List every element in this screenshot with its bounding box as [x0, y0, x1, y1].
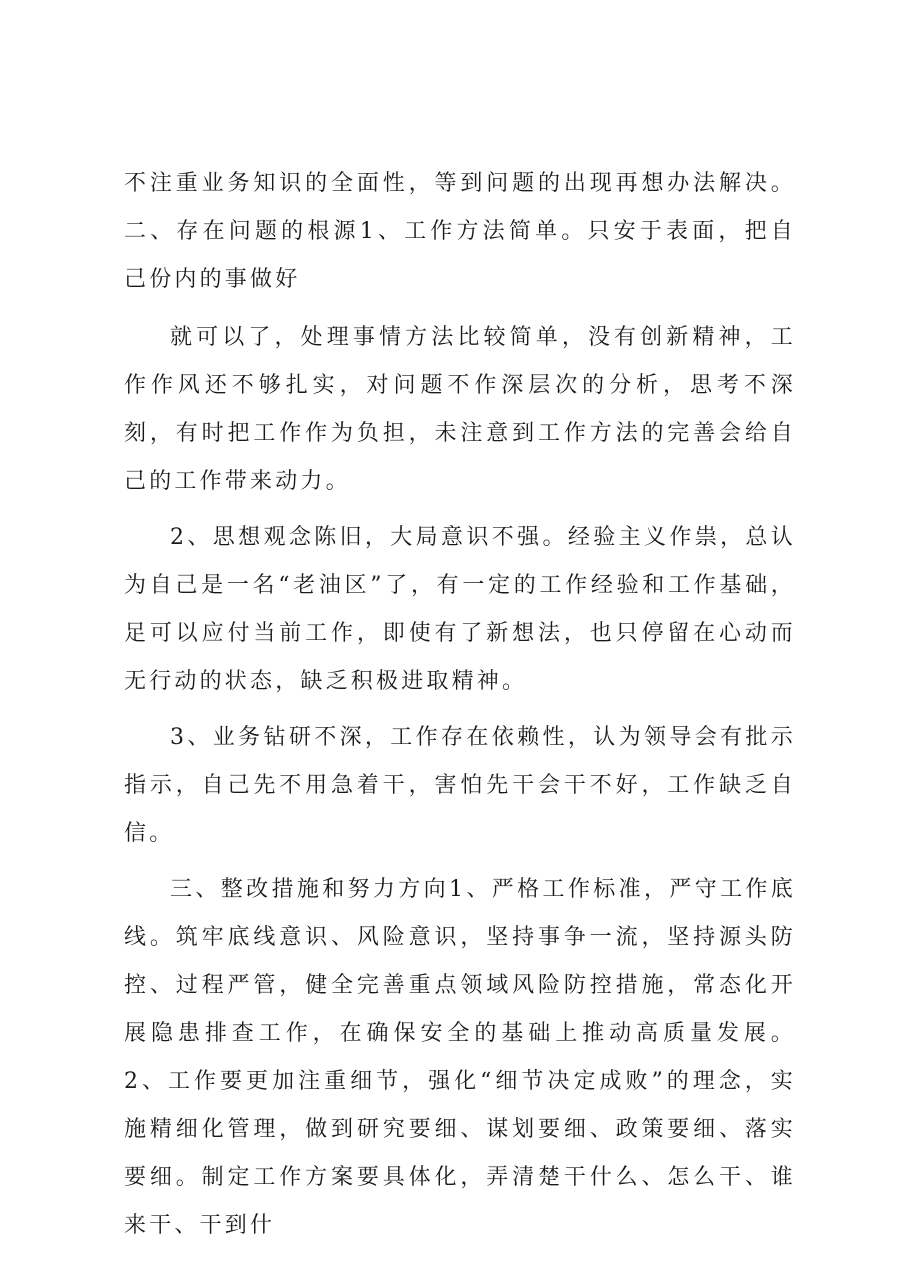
document-body	[124, 160, 796, 1250]
paragraph-2: 就可以了，处理事情方法比较简单，没有创新精神，工作作风还不够扎实，对问题不作深层次的分析，思考不深刻，有时把工作作为负担，未注意到工作方法的完善会给自己的工作带来动力。	[124, 325, 796, 494]
paragraph-5: 三、整改措施和努力方向1、严格工作标准，严守工作底线。筑牢底线意识、风险意识，坚持事争一流，坚持源头防控、过程严管，健全完善重点领域风险防控措施，常态化开展隐患排查工作，在确保安全的基础上推动高质量发展。2、工作要更加注重细节，强化“细节决定成败”的理念，实施精细化管理，做到研究要细、谋划要细、政策要细、落实要细。制定工作方案要具体化，弄清楚干什么、怎么干、谁来干、干到什	[124, 877, 796, 1238]
paragraph-1: 不注重业务知识的全面性，等到问题的出现再想办法解决。二、存在问题的根源1、工作方法简单。只安于表面，把自己份内的事做好	[124, 171, 796, 292]
paragraph-3: 2、思想观念陈旧，大局意识不强。经验主义作祟，总认为自己是一名“老油区”了，有一定的工作经验和工作基础，足可以应付当前工作，即使有了新想法，也只停留在心动而无行动的状态，缺乏积极进取精神。	[124, 525, 796, 694]
paragraph-4: 3、业务钻研不深，工作存在依赖性，认为领导会有批示指示，自己先不用急着干，害怕先干会干不好，工作缺乏自信。	[124, 725, 796, 846]
